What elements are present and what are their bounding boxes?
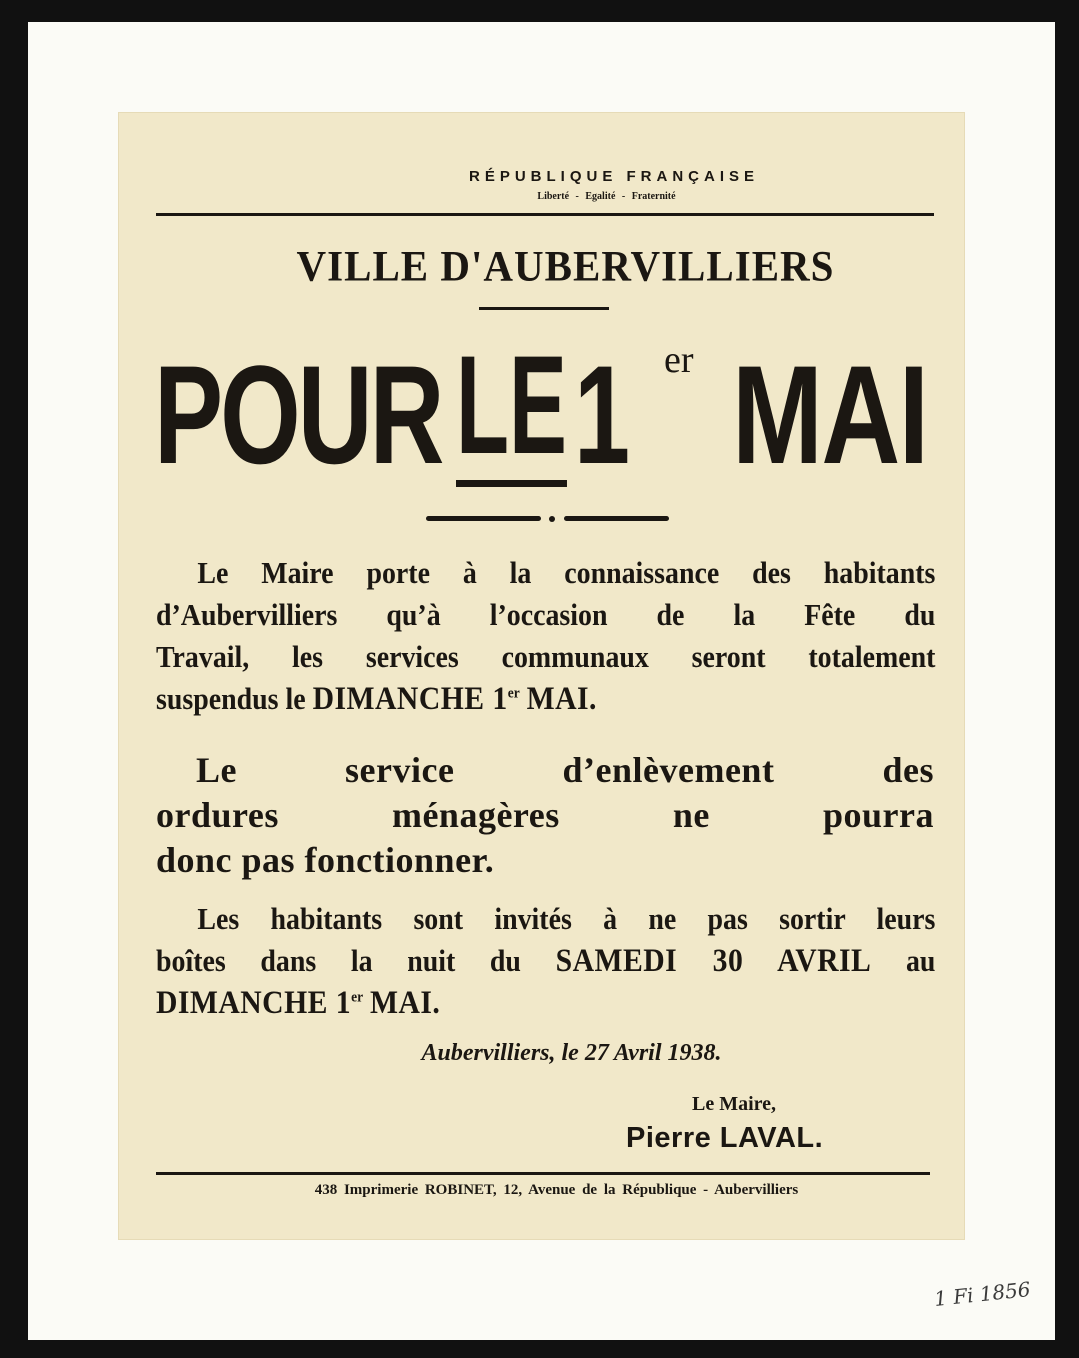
date-line: Aubervilliers, le 27 Avril 1938. <box>421 1040 722 1066</box>
poster-sheet <box>118 112 965 1240</box>
republic-heading: RÉPUBLIQUE FRANÇAISE <box>468 168 759 185</box>
poster-title <box>154 326 944 500</box>
city-underline <box>479 307 609 310</box>
title-le: LE <box>456 330 567 487</box>
paragraph-line <box>156 982 935 1024</box>
title-one: 1 <box>574 336 631 493</box>
ornament-dot <box>549 516 555 522</box>
line-emphasis: DIMANCHE 1 <box>156 985 352 1021</box>
title-er: er <box>664 339 694 381</box>
title-pour: POUR <box>154 336 442 493</box>
archive-call-number: 1 Fi 1856 <box>933 1277 1032 1311</box>
top-divider <box>156 213 934 216</box>
paragraph-line <box>156 678 935 720</box>
printer-credit: 438 Imprimerie ROBINET, 12, Avenue de la République - Aubervilliers <box>314 1182 799 1198</box>
republic-motto: Liberté - Egalité - Fraternité <box>537 191 676 202</box>
warning-line: donc pas fonctionner. <box>156 840 495 880</box>
signature-name: Pierre LAVAL. <box>626 1122 824 1154</box>
paragraph-line <box>156 940 935 982</box>
ornament-left-bar <box>426 516 541 521</box>
paragraph-line: Le Maire porte à la connaissance des habitants <box>197 555 936 590</box>
paragraph-line: Travail, les services communaux seront totalement <box>156 639 936 674</box>
line-text: suspendus le <box>156 681 306 716</box>
paragraph-line: d’Aubervilliers qu’à l’occasion de la Fête du <box>156 597 936 632</box>
line-emphasis: DIMANCHE 1 <box>312 681 508 717</box>
line-superscript: er <box>507 685 520 702</box>
line-text: boîtes dans la nuit du <box>156 943 521 978</box>
warning-paragraph <box>156 748 934 883</box>
bottom-divider <box>156 1172 930 1175</box>
title-mai: MAI <box>732 336 928 493</box>
line-text: au <box>905 943 936 978</box>
paragraph-line: Les habitants sont invités à ne pas sortir leurs <box>197 901 936 936</box>
signature-label: Le Maire, <box>692 1093 777 1115</box>
line-emphasis: MAI. <box>370 985 441 1021</box>
warning-line: Le service d’enlèvement des <box>196 750 934 790</box>
line-superscript: er <box>351 989 364 1006</box>
line-emphasis: SAMEDI 30 AVRIL <box>555 943 872 979</box>
line-emphasis: MAI. <box>526 681 597 717</box>
city-heading: VILLE D'AUBERVILLIERS <box>296 241 835 291</box>
announcement-paragraph <box>156 552 935 720</box>
warning-line: ordures ménagères ne pourra <box>156 795 934 835</box>
ornament-right-bar <box>564 516 669 521</box>
instruction-paragraph <box>156 898 935 1024</box>
